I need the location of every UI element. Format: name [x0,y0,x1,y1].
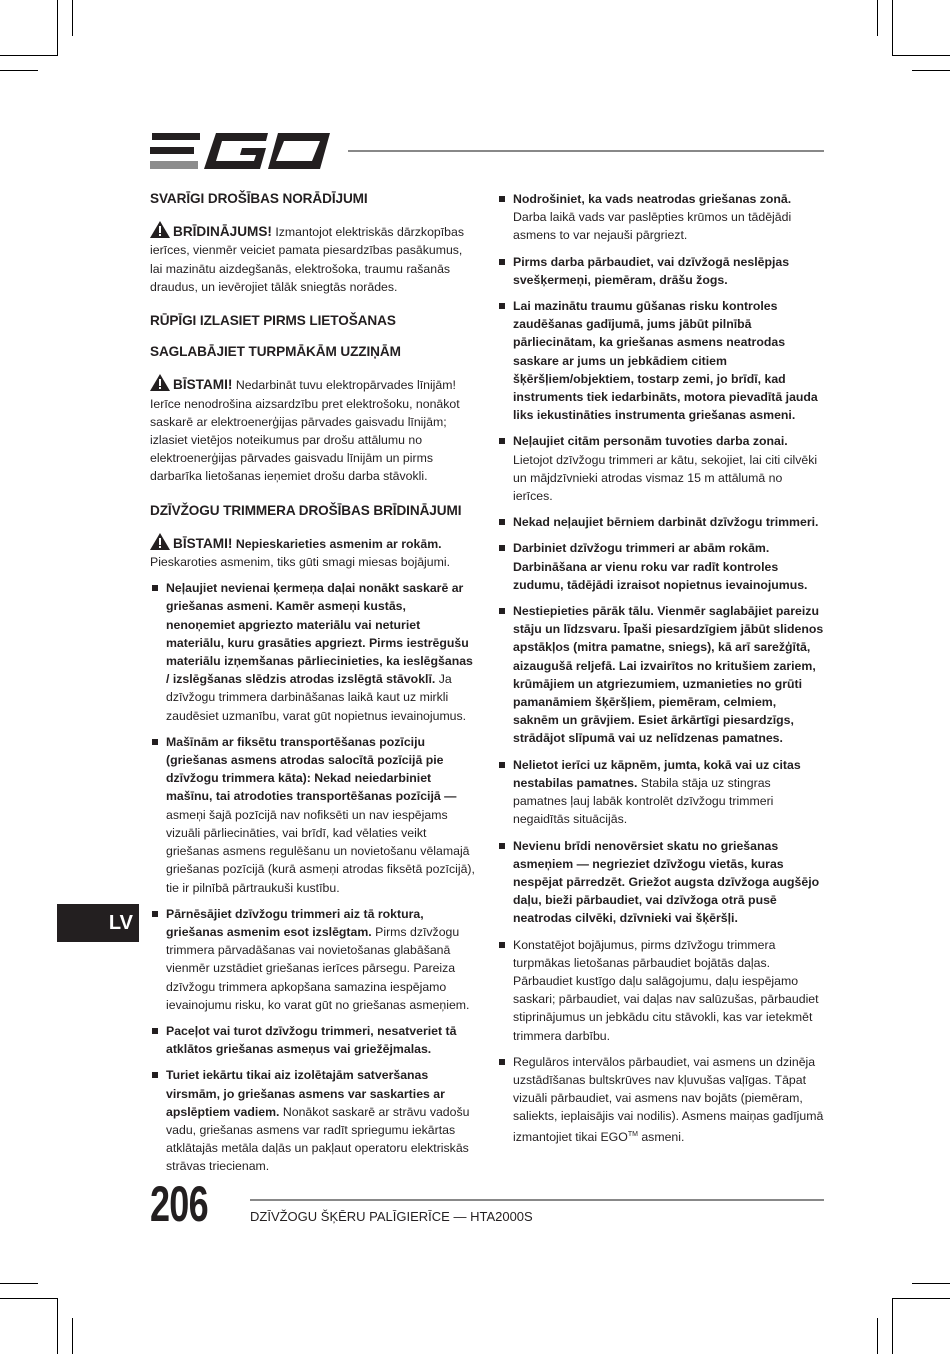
crop-mark [892,1298,950,1299]
list-item [497,1053,825,1146]
item-text: Regulāros intervālos pārbaudiet, vai asmens un dzinēja uzstādīšanas bultskrūves nav kļuvušas vaļīgas. Tāpat vizuāli pārbaudiet, vai asmens nav bojāts (piemēram, saliekts, ieplaisājis vai nodilis). Asmens maiņas gadījumā izmantojiet tikai EGO [513,1054,824,1144]
danger-paragraph [150,533,476,571]
item-bold: Nelietot ierīci uz kāpnēm, jumta, kokā vai uz citas nestabilas pamatnes. [513,757,801,790]
warning-icon [150,533,170,550]
list-item [497,253,825,289]
trademark-mark: TM [627,1130,638,1138]
bullet-list [150,579,476,1175]
item-bold: Neļaujiet citām personām tuvoties darba zonai. [513,434,788,449]
list-item [150,1066,476,1175]
item-bold: Lai mazinātu traumu gūšanas risku kontroles zaudēšanas gadījumā, jums jābūt pilnībā pārliecinātam, ka griešanas asmens neatrodas saskare ar jums un jebkādiem citiem šķēršļiem/objektiem, tostarp zemi, jo brīdī, kad instruments tiek iedarbināts, motora pievadītā jauda liks iekustināties instrumenta griešanas asmeni. [513,299,818,423]
item-bold: Pirms darba pārbaudiet, vai dzīvžogā neslēpjas svešķermeņi, piemēram, drāšu žogs. [513,254,790,287]
item-text: Lietojot dzīvžogu trimmeri ar kātu, sekojiet, lai citi cilvēki un mājdzīvnieki atrodas vismaz 15 m attālumā no ierīces. [513,452,818,504]
item-text: Pirms dzīvžogu trimmera pārvadāšanas vai novietošanas glabāšanā vienmēr uzstādiet griešanas ierīces pārsegu. Pareiza dzīvžogu trimmera apkopšana samazina iespējamo ievainojumu risku, ko varat gūt no griešanas asmeņiem. [166,924,470,1012]
crop-mark [57,0,58,56]
item-bold: Neļaujiet nevienai ķermeņa daļai nonākt saskarē ar griešanas asmeni. Kamēr asmeņi kustās, nenoņemiet apgriezto materiālu vai neturiet materiālu, kuru grasāties apgriezt. Pirms iestrēgušu materiālu izņemšanas pārliecinieties, ka ieslēgšanas / izslēgšanas slēdzis atrodas izslēgtā stāvoklī. [166,581,473,687]
list-item [150,733,476,897]
crop-mark [72,0,73,36]
list-item [497,297,825,424]
item-bold: Pārnēsājiet dzīvžogu trimmeri aiz tā roktura, griešanas asmenim esot izslēgtam. [166,906,424,939]
crop-mark [892,1298,893,1354]
danger-paragraph [150,374,476,485]
bullet-list [497,190,825,1146]
list-item [150,579,476,725]
right-column [497,190,825,1154]
section-heading: RŪPĪGI IZLASIET PIRMS LIETOŠANAS [150,313,396,329]
warning-text: Izmantojot elektriskās dārzkopības ierīces, vienmēr veiciet pamata piesardzības pasākumus, lai mazinātu aizdegšanās, elektrošoka, traumu rašanās draudus, un ievērojiet tālāk sniegtās norādes. [150,225,464,294]
warning-paragraph [150,221,476,296]
item-bold: Nevienu brīdi nenovērsiet skatu no griešanas asmeņiem — negrieziet dzīvžogu vietās, kuras nespējat pārredzēt. Griežot augsta dzīvžoga augšējo daļu, bieži pārbaudiet, vai dzīvžoga otrā pusē neatrodas cilvēki, dzīvnieki vai šķēršļi. [513,838,820,926]
item-bold: Darbiniet dzīvžogu trimmeri ar abām rokām. Darbināšana ar vienu roku var radīt kontroles zudumu, tādējādi izraisot nopietnus ievainojumus. [513,541,808,592]
section-heading: SAGLABĀJIET TURPMĀKĀM UZZIŅĀM [150,344,401,360]
list-item [497,513,825,531]
crop-mark [0,1283,38,1284]
crop-mark [72,1318,73,1354]
list-item [497,602,825,748]
crop-mark [877,1318,878,1354]
danger-signal: BĪSTAMI! [173,535,233,551]
page-number: 206 [150,1176,208,1232]
danger-bold: Nepieskarieties asmenim ar rokām. [232,536,442,551]
crop-mark [0,70,38,71]
crop-mark [0,55,58,56]
list-item [497,190,825,245]
left-column [150,190,476,1184]
list-item [497,432,825,505]
section-heading: DZĪVŽOGU TRIMMERA DROŠĪBAS BRĪDINĀJUMI [150,502,462,518]
crop-mark [57,1298,58,1354]
item-text: asmeņi šajā pozīcijā nav nofiksēti un nav iespējams vizuāli pārliecināties, vai brīdī, kad vēlaties veikt griešanas asmens regulēšanu un novietošanu vēlamajā griešanas pozīcijā (kurā asmeņi atrodas fiksētā pozīcijā), tie ir pilnībā pārtraukuši kustību. [166,807,475,895]
footer-title: DZĪVŽOGU ŠĶĒRU PALĪGIERĪCE — HTA2000S [250,1209,533,1224]
item-bold: Paceļot vai turot dzīvžogu trimmeri, nesatveriet tā atklātos griešanas asmeņus vai griežējmalas. [166,1023,457,1057]
item-bold: Mašīnām ar fiksētu transportēšanas pozīciju (griešanas asmens atrodas salocītā pozīcijā pie dzīvžogu trimmera kāta): Nekad neiedarbiniet mašīnu, tai atrodoties transportēšanas pozīcijā — [166,734,457,804]
list-item [150,905,476,1014]
list-item [497,936,825,1045]
warning-signal: BRĪDINĀJUMS! [173,224,272,240]
danger-text: Pieskaroties asmenim, tiks gūti smagi miesas bojājumi. [150,555,451,570]
list-item [497,837,825,928]
ego-logo [150,133,330,169]
item-text: Ja dzīvžogu trimmera darbināšanas laikā kaut uz mirkli zaudēsiet uzmanību, varat gūt nopietnus ievainojumus. [166,672,467,723]
item-bold: Nestiepieties pārāk tālu. Vienmēr saglabājiet pareizu stāju un līdzsvaru. Īpaši piesardzīgiem jābūt slidenos apstākļos (mitra pamatne, sniegs), kā arī sarežģītā, aizaugušā reljefā. Lai izvairītos no kritušiem zariem, krūmājiem un atgriezumiem, uzmanieties no grūti pamanāmiem šķēršļiem, piemēram, celmiem, saknēm un grāvjiem. Esiet ārkārtīgi piesardzīgs, strādājot slīpumā vai uz nelīdzenas pamatnes. [513,604,824,746]
item-text: asmeni. [637,1129,685,1144]
crop-mark [0,1298,58,1299]
item-text: Nonākot saskarē ar strāvu vadošu vadu, griešanas asmens var radīt spriegumu iekārtas atklātajās metāla daļās un pakļaut operatoru elektriskās strāvas triecienam. [166,1104,470,1174]
list-item [497,539,825,594]
crop-mark [892,55,950,56]
footer-rule [250,1199,824,1201]
list-item [497,756,825,829]
item-bold: Nekad neļaujiet bērniem darbināt dzīvžogu trimmeri. [513,515,819,530]
item-text: Konstatējot bojājumus, pirms dzīvžogu trimmera turpmākas lietošanas pārbaudiet bojātās daļas. Pārbaudiet kustīgo daļu salāgojumu, daļu iespējamo saskari; pārbaudiet, vai daļas nav salūzušas, pārbaudiet stiprinājumus un jebkādu citu stāvokli, kas var ietekmēt trimmera darbību. [513,937,819,1043]
warning-icon [150,221,170,238]
item-text: Stabila stāja uz stingras pamatnes ļauj labāk kontrolēt dzīvžogu trimmeri negaidītās situācijās. [513,775,774,827]
danger-text: Nedarbināt tuvu elektropārvades līnijām! Ierīce nenodrošina aizsardzību pret elektrošoku, nonākot saskarē ar elektroenerģijas pārvades gaisvadu līnijām; izlasiet vietējos noteikumus par drošu attālumu no elektroenerģijas pārvades gaisvadu līnijām un pirms darbarīka lietošanas ieņemiet drošu darba stāvokli. [150,378,460,484]
item-text: Darba laikā vads var paslēpties krūmos un tādējādi asmens to var nejauši pārgriezt. [513,210,792,243]
section-heading: SVARĪGI DROŠĪBAS NORĀDĪJUMI [150,191,368,206]
crop-mark [877,0,878,36]
item-bold: Turiet iekārtu tikai aiz izolētajām satveršanas virsmām, jo griešanas asmens var saskarties ar apslēptiem vadiem. [166,1068,445,1119]
list-item [150,1022,476,1058]
crop-mark [912,1283,950,1284]
header-rule [348,150,824,152]
crop-mark [892,0,893,56]
item-bold: Nodrošiniet, ka vads neatrodas griešanas zonā. [513,192,792,206]
danger-signal: BĪSTAMI! [173,377,233,393]
warning-icon [150,374,170,391]
language-tab: LV [57,904,139,942]
crop-mark [912,70,950,71]
